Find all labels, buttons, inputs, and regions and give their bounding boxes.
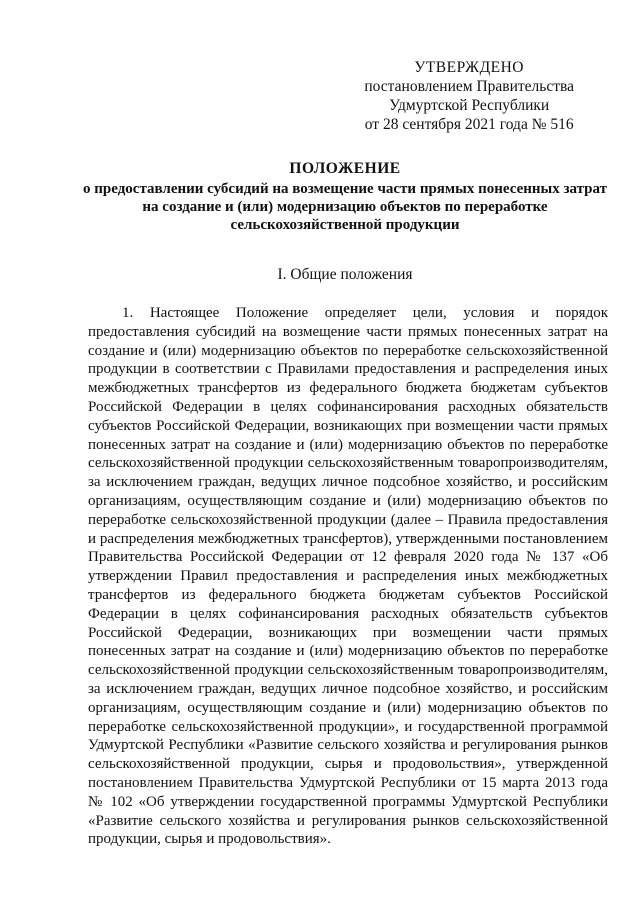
- document-subtitle: о предоставлении субсидий на возмещение части прямых понесенных затрат на создание и (или) модернизацию объектов по переработке сельскохозяйственной продукции: [83, 181, 607, 233]
- approval-line-2: Удмуртской Республики: [389, 97, 550, 114]
- document-title-block: [80, 158, 610, 234]
- approval-heading: УТВЕРЖДЕНО: [414, 59, 524, 76]
- approval-stamp: [364, 58, 574, 134]
- section-heading: I. Общие положения: [277, 266, 413, 283]
- approval-line-1: постановлением Правительства: [364, 78, 574, 95]
- document-title: ПОЛОЖЕНИЕ: [289, 160, 401, 177]
- approval-line-3: от 28 сентября 2021 года № 516: [364, 116, 574, 133]
- paragraph-1: 1. Настоящее Положение определяет цели, условия и порядок предоставления субсидий на возмещение части прямых понесенных затрат на создание и (или) модернизацию объектов по переработке сельскохозяйственной продукции в соответствии с Правилами предоставления и распределения иных межбюджетных трансфертов из федерального бюджета бюджетам субъектов Российской Федерации в целях софинансирования расходных обязательств субъектов Российской Федерации, возникающих при возмещении части прямых понесенных затрат на создание и (или) модернизацию объектов по переработке сельскохозяйственной продукции сельскохозяйственным товаропроизводителям, за исключением граждан, ведущих личное подсобное хозяйство, и российским организациям, осуществляющим создание и (или) модернизацию объектов по переработке сельскохозяйственной продукции (далее – Правила предоставления и распределения межбюджетных трансфертов), утвержденными постановлением Правительства Российской Федерации от 12 февраля 2020 года № 137 «Об утверждении Правил предоставления и распределения иных межбюджетных трансфертов из федерального бюджета бюджетам субъектов Российской Федерации в целях софинансирования расходных обязательств субъектов Российской Федерации, возникающих при возмещении части прямых понесенных затрат на создание и (или) модернизацию объектов по переработке сельскохозяйственной продукции сельскохозяйственным товаропроизводителям, за исключением граждан, ведущих личное подсобное хозяйство, и российским организациям, осуществляющим создание и (или) модернизацию объектов по переработке сельскохозяйственной продукции», и государственной программой Удмуртской Республики «Развитие сельского хозяйства и регулирования рынков сельскохозяйственной продукции, сырья и продовольствия», утвержденной постановлением Правительства Удмуртской Республики от 15 марта 2013 года № 102 «Об утверждении государственной программы Удмуртской Республики «Развитие сельского хозяйства и регулирования рынков сельскохозяйственной продукции, сырья и продовольствия».: [88, 305, 608, 848]
